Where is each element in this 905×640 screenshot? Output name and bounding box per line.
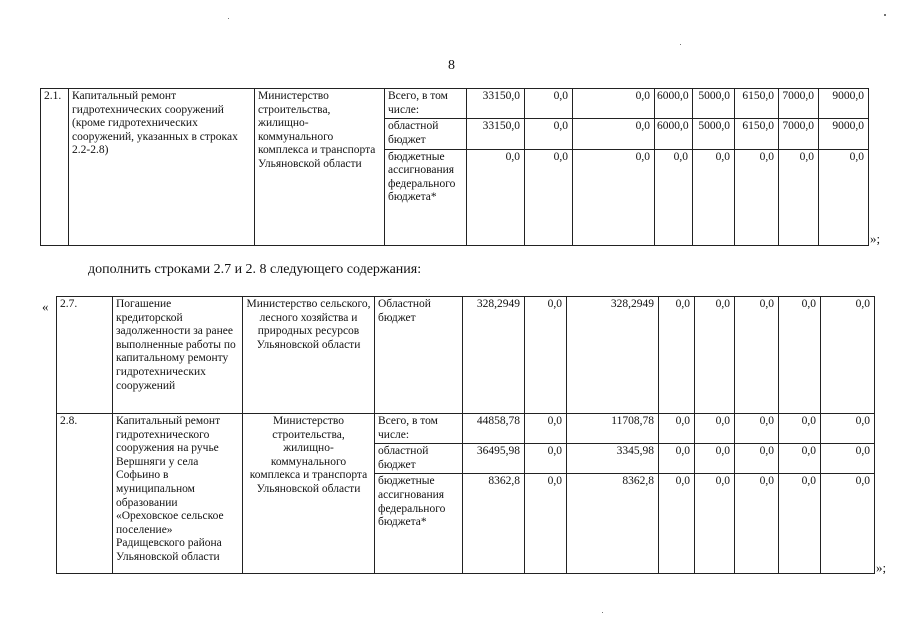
value-cell: 0,0 [659, 444, 695, 474]
value-cell: 33150,0 [467, 89, 525, 119]
value-cell: 5000,0 [693, 89, 735, 119]
value-cell: 0,0 [467, 149, 525, 245]
value-cell: 6000,0 [655, 89, 693, 119]
scan-speck [602, 612, 603, 613]
value-cell: 36495,98 [463, 444, 525, 474]
work-name: Капитальный ремонт гидротехнических сооружений (кроме гидротехнических сооружений, указанных в строках 2.2-2.8) [69, 89, 255, 246]
ministry: Министерство сельского, лесного хозяйства и природных ресурсов Ульяновской области [243, 297, 375, 414]
value-cell: 0,0 [693, 149, 735, 245]
value-cell: 0,0 [779, 414, 821, 444]
value-cell: 8362,8 [463, 474, 525, 574]
value-cell: 11708,78 [567, 414, 659, 444]
value-cell: 0,0 [655, 149, 693, 245]
value-cell: 0,0 [525, 89, 573, 119]
value-cell: 6150,0 [735, 89, 779, 119]
table-row-2-1 [40, 88, 869, 246]
ministry: Министерство строительства, жилищно-коммунального комплекса и транспорта Ульяновской области [243, 414, 375, 574]
row-number: 2.1. [41, 89, 69, 246]
value-cell: 7000,0 [779, 119, 819, 149]
value-cell: 0,0 [821, 297, 875, 414]
value-cell: 0,0 [735, 444, 779, 474]
closing-quote: »; [876, 560, 887, 575]
value-cell: 328,2949 [463, 297, 525, 414]
value-cell: 0,0 [821, 414, 875, 444]
value-cell: 328,2949 [567, 297, 659, 414]
value-cell: 7000,0 [779, 89, 819, 119]
row-number: 2.8. [57, 414, 113, 574]
funding-source: бюджетные ассигнования федерального бюджета* [385, 149, 467, 245]
funding-source: Областной бюджет [375, 297, 463, 414]
value-cell: 0,0 [695, 414, 735, 444]
value-cell: 0,0 [821, 444, 875, 474]
ministry: Министерство строительства, жилищно-коммунального комплекса и транспорта Ульяновской области [255, 89, 385, 246]
value-cell: 0,0 [779, 474, 821, 574]
closing-quote: »; [870, 231, 881, 246]
funding-source: бюджетные ассигнования федерального бюджета* [375, 474, 463, 574]
value-cell: 6000,0 [655, 119, 693, 149]
value-cell: 9000,0 [819, 89, 869, 119]
opening-quote: « [42, 299, 49, 314]
value-cell: 0,0 [779, 444, 821, 474]
value-cell: 0,0 [525, 119, 573, 149]
scan-speck [884, 14, 886, 16]
amendment-paragraph: дополнить строками 2.7 и 2. 8 следующего содержания: [88, 262, 422, 277]
funding-source: Всего, в том числе: [385, 89, 467, 119]
value-cell: 0,0 [659, 474, 695, 574]
work-name: Капитальный ремонт гидротехнического сооружения на ручье Вершняги у села Софьино в муниципальном образовании «Ореховское сельское поселение» Радищевского района Ульяновской области [113, 414, 243, 574]
value-cell: 0,0 [573, 119, 655, 149]
value-cell: 0,0 [525, 414, 567, 444]
value-cell: 5000,0 [693, 119, 735, 149]
value-cell: 44858,78 [463, 414, 525, 444]
value-cell: 0,0 [819, 149, 869, 245]
value-cell: 0,0 [525, 444, 567, 474]
value-cell: 0,0 [779, 297, 821, 414]
value-cell: 0,0 [735, 474, 779, 574]
value-cell: 0,0 [659, 297, 695, 414]
value-cell: 9000,0 [819, 119, 869, 149]
value-cell: 0,0 [525, 297, 567, 414]
value-cell: 0,0 [821, 474, 875, 574]
value-cell: 0,0 [735, 297, 779, 414]
value-cell: 0,0 [525, 474, 567, 574]
value-cell: 0,0 [735, 414, 779, 444]
value-cell: 0,0 [735, 149, 779, 245]
work-name: Погашение кредиторской задолженности за ранее выполненные работы по капитальному ремонту гидротехнических сооружений [113, 297, 243, 414]
scan-speck [228, 18, 229, 19]
value-cell: 0,0 [695, 474, 735, 574]
value-cell: 0,0 [695, 444, 735, 474]
page-number: 8 [448, 58, 455, 73]
funding-source: Всего, в том числе: [375, 414, 463, 444]
value-cell: 0,0 [779, 149, 819, 245]
scan-speck [680, 44, 681, 45]
value-cell: 0,0 [525, 149, 573, 245]
value-cell: 0,0 [573, 89, 655, 119]
value-cell: 0,0 [695, 297, 735, 414]
funding-source: областной бюджет [385, 119, 467, 149]
table-rows-2-7-2-8 [56, 296, 875, 574]
value-cell: 33150,0 [467, 119, 525, 149]
value-cell: 8362,8 [567, 474, 659, 574]
value-cell: 0,0 [659, 414, 695, 444]
value-cell: 0,0 [573, 149, 655, 245]
value-cell: 6150,0 [735, 119, 779, 149]
value-cell: 3345,98 [567, 444, 659, 474]
funding-source: областной бюджет [375, 444, 463, 474]
row-number: 2.7. [57, 297, 113, 414]
